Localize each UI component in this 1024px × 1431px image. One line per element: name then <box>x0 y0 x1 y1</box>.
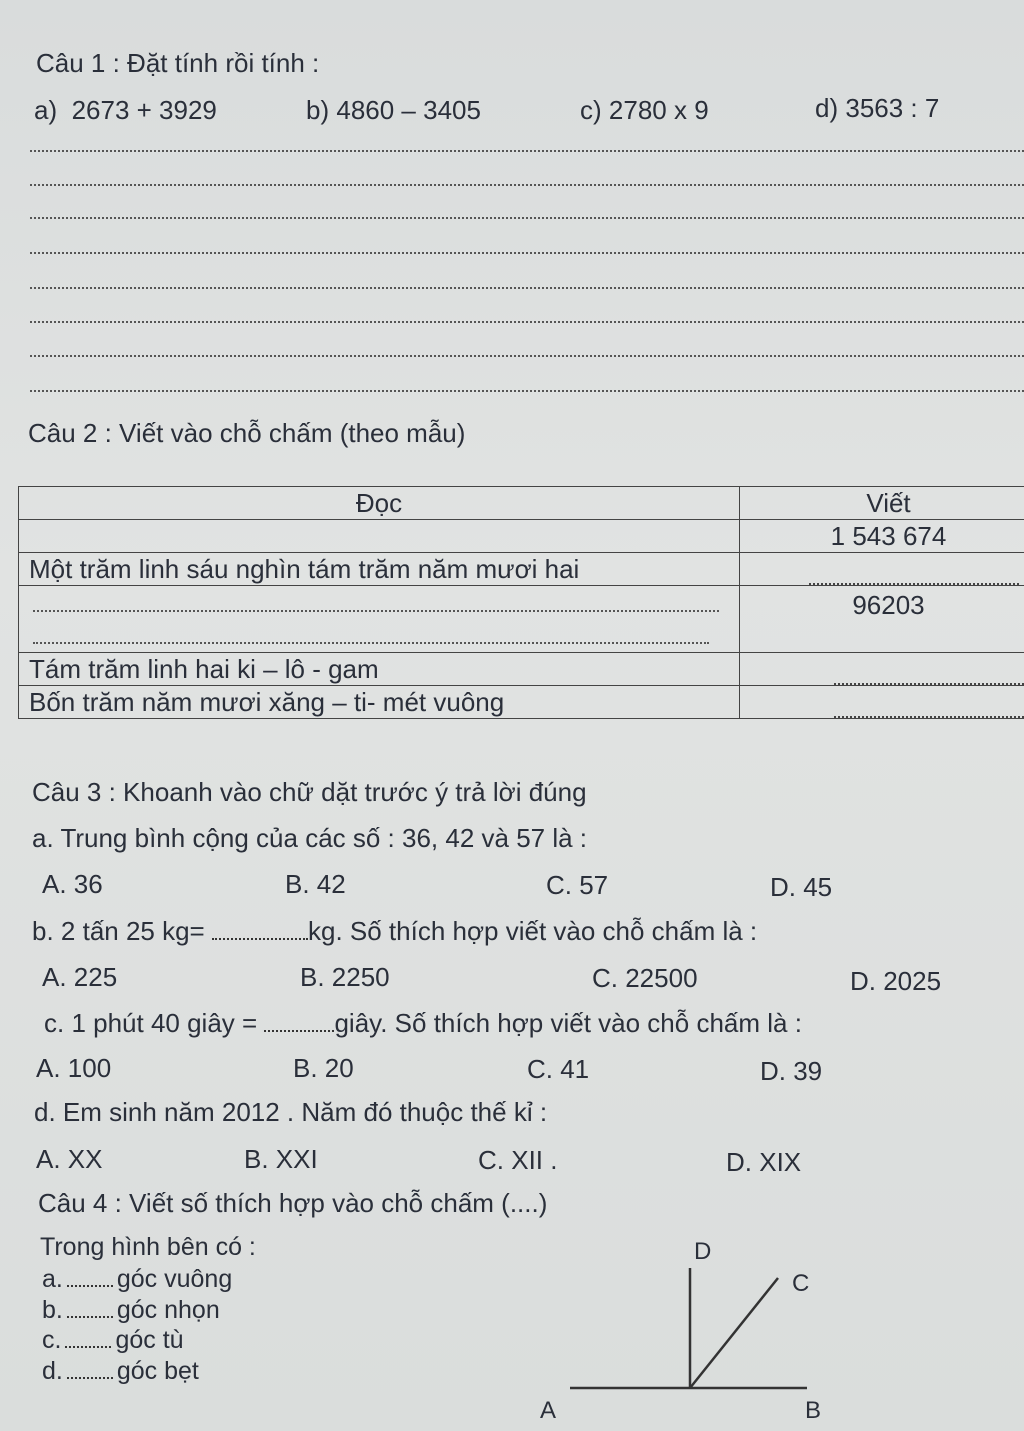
read-text: Một trăm linh sáu nghìn tám trăm năm mươi hai <box>29 553 580 584</box>
answer-line[interactable] <box>30 184 1024 186</box>
q1-item-a-label: a) <box>34 95 58 125</box>
table-cell-write <box>740 586 1024 653</box>
q4-item-d <box>42 1356 199 1386</box>
answer-blank[interactable] <box>67 1267 113 1287</box>
q1-item-d-expr: 3563 : 7 <box>845 93 940 123</box>
q1-item-b-label: b) <box>306 95 330 125</box>
write-text: 1 543 674 <box>830 520 947 551</box>
q1-item-d <box>815 93 939 123</box>
table-header-row <box>19 487 1024 520</box>
table-row <box>19 553 1024 586</box>
q3-title: Câu 3 : Khoanh vào chữ dặt trước ý trả lời đúng <box>32 777 587 807</box>
q3d-question: d. Em sinh năm 2012 . Năm đó thuộc thế kỉ : <box>34 1097 548 1127</box>
q2-table <box>18 486 1024 719</box>
table-row <box>19 686 1024 719</box>
q4-title: Câu 4 : Viết số thích hợp vào chỗ chấm (....) <box>38 1188 548 1218</box>
q1-item-d-label: d) <box>815 93 839 123</box>
answer-blank[interactable] <box>67 1359 113 1379</box>
q1-item-a-expr: 2673 + 3929 <box>71 95 217 125</box>
answer-line[interactable] <box>30 390 1024 392</box>
answer-blank[interactable] <box>212 918 308 940</box>
table-cell-read <box>19 686 740 719</box>
table-cell-read[interactable] <box>19 586 740 653</box>
q3c-question-before: c. 1 phút 40 giây = <box>44 1008 258 1038</box>
answer-line[interactable] <box>30 355 1024 357</box>
q3b-option-d[interactable]: D. 2025 <box>850 966 942 996</box>
label-a: A <box>540 1397 557 1424</box>
q3d-option-b[interactable]: B. XXI <box>244 1144 318 1174</box>
q3a-option-c[interactable]: C. 57 <box>546 870 609 900</box>
q4-item-a-text: góc vuông <box>116 1265 233 1293</box>
q3b-question-before: b. 2 tấn 25 kg= <box>32 916 205 946</box>
q3b-question-after: kg. Số thích hợp viết vào chỗ chấm là : <box>307 916 758 946</box>
q3c-question-after: giây. Số thích hợp viết vào chỗ chấm là : <box>334 1008 802 1038</box>
answer-blank[interactable] <box>834 702 1024 718</box>
q1-item-b-expr: 4860 – 3405 <box>336 95 481 125</box>
answer-line[interactable] <box>30 217 1024 219</box>
table-cell-write[interactable] <box>740 553 1024 586</box>
q4-item-b-text: góc nhọn <box>116 1296 220 1324</box>
table-cell-write[interactable] <box>740 686 1024 719</box>
q2-title: Câu 2 : Viết vào chỗ chấm (theo mẫu) <box>28 418 466 448</box>
q4-item-c <box>42 1325 184 1355</box>
q1-title: Câu 1 : Đặt tính rồi tính : <box>36 48 320 78</box>
q1-item-c-expr: 2780 x 9 <box>608 95 709 125</box>
label-d: D <box>694 1238 712 1265</box>
q3d-option-a[interactable]: A. XX <box>36 1144 103 1174</box>
q3a-option-a[interactable]: A. 36 <box>42 869 103 899</box>
table-row <box>19 653 1024 686</box>
q4-item-b-prefix: b. <box>42 1296 63 1324</box>
q3b-option-a[interactable]: A. 225 <box>42 962 118 992</box>
table-cell-write <box>740 520 1024 553</box>
answer-line[interactable] <box>30 287 1024 289</box>
q3c-option-b[interactable]: B. 20 <box>293 1053 354 1083</box>
q1-item-c <box>580 95 709 125</box>
answer-line[interactable] <box>30 150 1024 152</box>
table-row <box>19 586 1024 653</box>
q4-item-c-prefix: c. <box>42 1326 62 1354</box>
col-read-header: Đọc <box>19 487 740 520</box>
q1-item-b <box>306 95 481 125</box>
answer-blank[interactable] <box>67 1298 113 1318</box>
col-write-header: Viết <box>740 487 1024 520</box>
q3c-option-c[interactable]: C. 41 <box>527 1054 590 1084</box>
q3d-option-d[interactable]: D. XIX <box>726 1147 802 1177</box>
angle-figure <box>520 1230 840 1430</box>
q3d-option-c[interactable]: C. XII . <box>478 1145 558 1175</box>
answer-line[interactable] <box>30 321 1024 323</box>
label-c: C <box>792 1270 810 1297</box>
table-cell-write[interactable] <box>740 653 1024 686</box>
answer-line[interactable] <box>30 252 1024 254</box>
q3c-option-d[interactable]: D. 39 <box>760 1056 823 1086</box>
answer-blank[interactable] <box>33 610 719 612</box>
answer-blank[interactable] <box>834 669 1024 685</box>
write-text: 96203 <box>852 590 925 620</box>
q4-intro: Trong hình bên có : <box>40 1233 256 1261</box>
q3c-option-a[interactable]: A. 100 <box>36 1053 112 1083</box>
read-text: Tám trăm linh hai ki – lô - gam <box>29 653 379 684</box>
answer-blank[interactable] <box>809 569 1019 585</box>
table-cell-read[interactable] <box>19 520 740 553</box>
q3a-question: a. Trung bình cộng của các số : 36, 42 và 57 là : <box>32 823 588 853</box>
q4-item-a <box>42 1264 232 1294</box>
q4-item-c-text: góc tù <box>115 1326 184 1354</box>
q3b-question <box>32 916 757 946</box>
q4-item-d-prefix: d. <box>42 1357 63 1385</box>
q3c-question <box>44 1008 802 1038</box>
table-cell-read <box>19 653 740 686</box>
table-row <box>19 520 1024 553</box>
table-cell-read <box>19 553 740 586</box>
q3b-option-c[interactable]: C. 22500 <box>592 963 698 993</box>
q4-item-a-prefix: a. <box>42 1265 63 1293</box>
q1-item-c-label: c) <box>580 95 602 125</box>
answer-blank[interactable] <box>65 1328 111 1348</box>
q3a-option-b[interactable]: B. 42 <box>285 869 346 899</box>
answer-blank[interactable] <box>264 1010 334 1032</box>
q3b-option-b[interactable]: B. 2250 <box>300 962 390 992</box>
q1-item-a <box>34 95 217 125</box>
answer-blank[interactable] <box>33 642 709 644</box>
q4-item-b <box>42 1295 220 1325</box>
q4-item-d-text: góc bẹt <box>116 1357 199 1385</box>
label-b: B <box>805 1397 822 1424</box>
read-text: Bốn trăm năm mươi xăng – ti- mét vuông <box>29 686 505 717</box>
ray-oc <box>690 1278 778 1388</box>
q3a-option-d[interactable]: D. 45 <box>770 872 833 902</box>
